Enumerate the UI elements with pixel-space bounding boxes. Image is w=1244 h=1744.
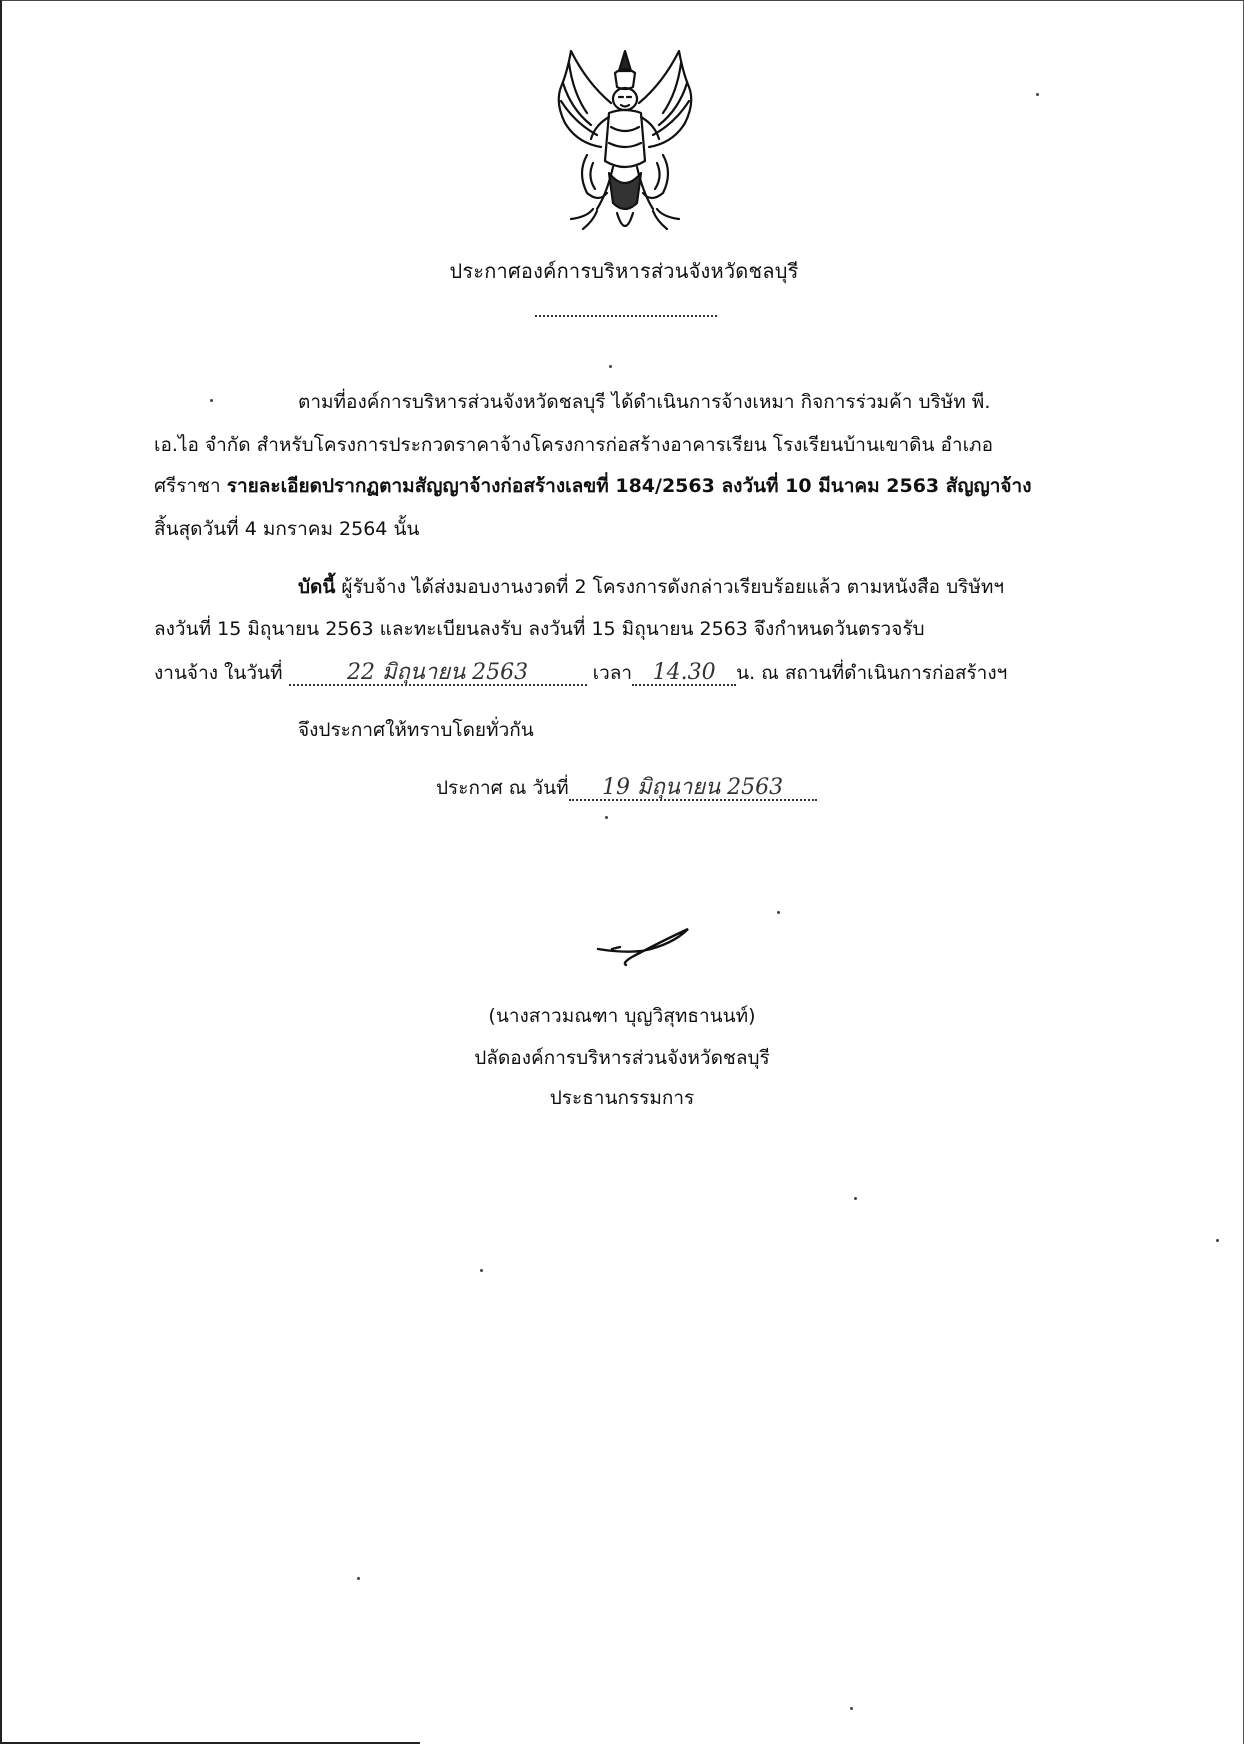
scan-speck (1216, 1239, 1219, 1242)
para2-line1 (298, 578, 1004, 597)
inspect-place-text: น. ณ สถานที่ดำเนินการก่อสร้างฯ (736, 662, 1008, 684)
signature-mark-icon (592, 919, 702, 969)
announce-date-field (569, 777, 817, 801)
inspect-time-field (632, 662, 736, 686)
inspect-date-field (289, 662, 587, 686)
closing-text: จึงประกาศให้ทราบโดยทั่วกัน (298, 719, 534, 741)
scan-speck (480, 1269, 483, 1272)
para1-line1: ตามที่องค์การบริหารส่วนจังหวัดชลบุรี ได้ดำเนินการจ้างเหมา กิจการร่วมค้า บริษัท พี. (298, 391, 991, 413)
scan-speck (854, 1197, 857, 1200)
signer-position: ปลัดองค์การบริหารส่วนจังหวัดชลบุรี (474, 1047, 770, 1069)
now-word: บัดนี้ (298, 576, 336, 598)
scan-speck (1036, 93, 1039, 96)
para2-line3 (154, 662, 1007, 686)
announce-date-line (436, 777, 817, 801)
para1-line3 (154, 477, 1031, 496)
inspect-date-handwritten: 22 มิถุนายน 2563 (347, 660, 529, 685)
scan-speck (605, 816, 608, 819)
signer-name: (นางสาวมณฑา บุญวิสุทธานนท์) (488, 1005, 756, 1027)
announcement-title: ประกาศองค์การบริหารส่วนจังหวัดชลบุรี (449, 259, 799, 283)
scan-speck (850, 1707, 853, 1710)
para1-line2: เอ.ไอ จำกัด สำหรับโครงการประกวดราคาจ้างโครงการก่อสร้างอาคารเรียน โรงเรียนบ้านเขาดิน อำเภอ (154, 434, 993, 456)
inspect-date-label: งานจ้าง ในวันที่ (154, 662, 283, 684)
scan-speck (210, 399, 213, 402)
para2-line2: ลงวันที่ 15 มิถุนายน 2563 และทะเบียนลงรับ ลงวันที่ 15 มิถุนายน 2563 จึงกำหนดวันตรวจรับ (154, 618, 925, 640)
scan-speck (357, 1577, 360, 1580)
scan-speck (609, 365, 612, 368)
announce-date-label: ประกาศ ณ วันที่ (436, 777, 569, 799)
inspect-time-label: เวลา (592, 662, 633, 684)
para2-line1-text: ผู้รับจ้าง ได้ส่งมอบงานงวดที่ 2 โครงการดังกล่าวเรียบร้อยแล้ว ตามหนังสือ บริษัทฯ (335, 576, 1005, 598)
announce-date-handwritten: 19 มิถุนายน 2563 (602, 775, 784, 800)
district-name: ศรีราชา (154, 475, 227, 497)
scan-speck (777, 911, 780, 914)
para1-line4: สิ้นสุดวันที่ 4 มกราคม 2564 นั้น (154, 518, 420, 540)
inspect-time-handwritten: 14.30 (652, 660, 716, 685)
garuda-emblem-icon (547, 43, 703, 243)
contract-details: รายละเอียดปรากฏตามสัญญาจ้างก่อสร้างเลขที่ 184/2563 ลงวันที่ 10 มีนาคม 2563 สัญญาจ้าง (226, 475, 1032, 497)
signer-role: ประธานกรรมการ (549, 1087, 695, 1109)
title-dotted-rule (535, 315, 717, 317)
